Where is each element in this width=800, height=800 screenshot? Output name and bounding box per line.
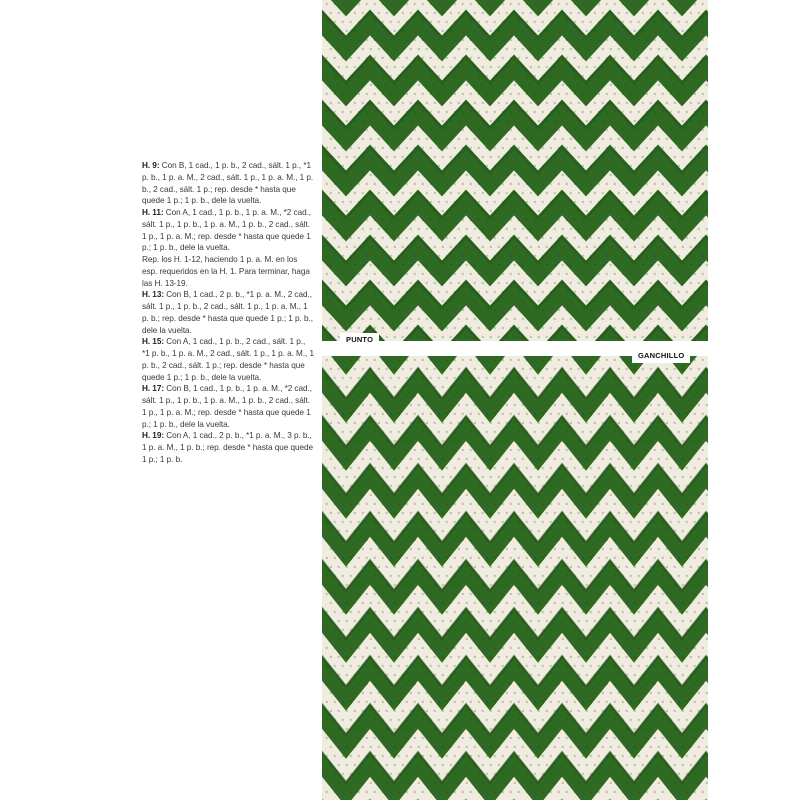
row-text: Con B, 1 cad., 2 p. b., *1 p. a. M., 2 cad., sált. 1 p., 1 p. b., 2 cad., sált. 1 p., 1 p. a. M., 1 p. b.; rep. desde * hasta que quede 1 p.; 1 p. b., dele la vuelta. [142, 290, 313, 335]
knit-label: PUNTO [340, 333, 379, 347]
instruction-row-19 [142, 430, 314, 465]
row-text: Con A, 1 cad., 1 p. b., 2 cad., sált. 1 p., *1 p. b., 1 p. a. M., 2 cad., sált. 1 p., 1 p. a. M., 1 p. b., 2 cad., sált. 1 p.; rep. desde * hasta que quede 1 p.; 1 p. b., dele la vuelta. [142, 337, 315, 382]
row-text: Con A, 1 cad., 1 p. b., 1 p. a. M., *2 cad., sált. 1 p., 1 p. b., 1 p. a. M., 1 p. b., 2 cad., sált. 1 p., 1 p. a. M.; rep. desde * hasta que quede 1 p.; 1 p. b., dele la vuelta. [142, 208, 312, 253]
crochet-swatch-pattern [322, 356, 708, 800]
crochet-label: GANCHILLO [632, 349, 690, 363]
instruction-row-15 [142, 336, 314, 383]
knit-swatch-photo [322, 0, 708, 341]
row-label: H. 17: [142, 384, 164, 394]
row-label: H. 15: [142, 337, 164, 347]
instruction-row-17 [142, 383, 314, 430]
crochet-swatch-photo [322, 356, 708, 800]
instruction-repeat-note [142, 254, 314, 289]
row-label: H. 9: [142, 161, 160, 170]
row-label: H. 19: [142, 431, 164, 441]
row-label: H. 11: [142, 208, 164, 217]
row-label: H. 13: [142, 290, 164, 300]
instruction-row-9 [142, 160, 314, 207]
row-text: Con A, 1 cad., 2 p. b., *1 p. a. M., 3 p. b., 1 p. a. M., 1 p. b.; rep. desde * hasta que quede 1 p.; 1 p. b. [142, 431, 313, 464]
instruction-row-11 [142, 207, 314, 254]
pattern-instructions [142, 160, 314, 466]
row-text: Con B, 1 cad., 1 p. b., 1 p. a. M., *2 cad., sált. 1 p., 1 p. b., 1 p. a. M., 1 p. b., 2 cad., sált. 1 p., 1 p. a. M.; rep. desde * hasta que quede 1 p.; 1 p. b., dele la vuelta. [142, 384, 312, 429]
row-text: Rep. los H. 1-12, haciendo 1 p. a. M. en los esp. requeridos en la H. 1. Para terminar, haga las H. 13-19. [142, 255, 310, 288]
knit-swatch-pattern [322, 0, 708, 341]
instruction-row-13 [142, 289, 314, 336]
row-text: Con B, 1 cad., 1 p. b., 2 cad., sált. 1 p., *1 p. b., 1 p. a. M., 2 cad., sált. 1 p., 1 p. a. M., 1 p. b., 2 cad., sált. 1 p.; rep. desde * hasta que quede 1 p.; 1 p. b., dele la vuelta. [142, 161, 314, 206]
